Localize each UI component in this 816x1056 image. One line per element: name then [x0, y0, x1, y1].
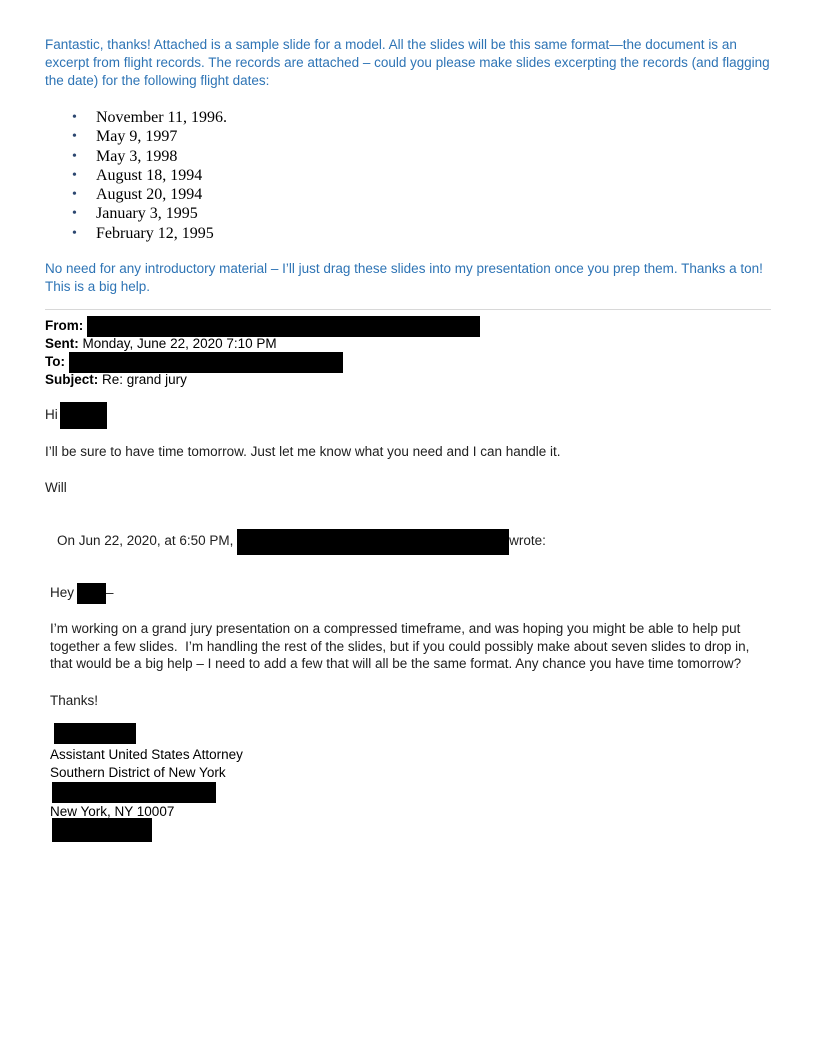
bullet-icon: • — [72, 206, 77, 222]
flight-date-item — [45, 166, 771, 185]
quote-attribution-prefix: On Jun 22, 2020, at 6:50 PM, — [57, 533, 234, 549]
bullet-icon: • — [72, 110, 77, 125]
redaction-bar-signature-name — [54, 723, 136, 744]
reply-greeting — [45, 406, 771, 424]
bullet-icon: • — [72, 225, 77, 241]
original-greeting-dash: – — [106, 585, 114, 601]
header-to-row — [45, 353, 771, 371]
flight-date-item — [45, 204, 771, 223]
flight-date-item — [45, 224, 771, 243]
redaction-bar-from — [87, 316, 480, 337]
redaction-bar-phone — [52, 818, 152, 842]
flight-date-text: November 11, 1996. — [96, 109, 227, 126]
flight-date-text: August 20, 1994 — [96, 186, 203, 204]
flight-date-text: January 3, 1995 — [96, 205, 198, 223]
redaction-bar-street-address — [52, 782, 216, 803]
header-from-row — [45, 317, 771, 335]
redaction-box-original-name — [77, 583, 106, 604]
reply-greeting-text: Hi — [45, 407, 58, 423]
intro-paragraph: Fantastic, thanks! Attached is a sample slide for a model. All the slides will be this same format—the document is an excerpt from flight records. The records are attached – could you please make slides excerpting the records (and flagging the date) for the following flight dates: — [45, 37, 774, 88]
bullet-icon: • — [72, 148, 77, 164]
flight-date-item — [45, 185, 771, 204]
redaction-box-greeting-name — [60, 402, 107, 429]
reply-signoff: Will — [45, 480, 67, 496]
sent-value: Monday, June 22, 2020 7:10 PM — [82, 336, 277, 352]
flight-date-item — [45, 127, 771, 146]
bullet-icon: • — [72, 129, 77, 145]
subject-label: Subject: — [45, 372, 99, 388]
sent-label: Sent: — [45, 336, 79, 352]
quote-attribution — [50, 532, 771, 550]
email-header-block — [45, 317, 771, 389]
quoted-message — [45, 532, 771, 842]
reply-body: I’ll be sure to have time tomorrow. Just let me know what you need and I can handle it. — [45, 444, 561, 460]
bullet-icon: • — [72, 167, 77, 183]
closing-paragraph: No need for any introductory material – I’ll just drag these slides into my presentation once you prep them. Thanks a ton! This is a big help. — [45, 261, 767, 295]
redaction-bar-sender — [237, 529, 509, 555]
flight-date-text: February 12, 1995 — [96, 224, 214, 242]
header-subject-row — [45, 371, 771, 389]
quote-attribution-suffix: wrote: — [509, 533, 546, 549]
signature-title: Assistant United States Attorney — [50, 747, 243, 763]
redaction-bar-to — [69, 352, 343, 373]
flight-date-text: May 9, 1997 — [96, 128, 178, 146]
original-greeting-text: Hey — [50, 585, 75, 601]
subject-value: Re: grand jury — [102, 372, 187, 388]
flight-date-text: August 18, 1994 — [96, 166, 203, 184]
flight-dates-list — [45, 108, 771, 243]
header-sent-row — [45, 335, 771, 353]
message-divider — [45, 309, 771, 310]
bullet-icon: • — [72, 187, 77, 203]
to-label: To: — [45, 354, 65, 370]
original-body: I’m working on a grand jury presentation on a compressed timeframe, and was hoping you might be able to help put together a few slides. I’m handling the rest of the slides, but if you could possibly make about seven slides to drop in, that would be a big help – I need to add a few that will all be the same format. Any chance you have time tomorrow? — [50, 621, 754, 672]
signature-block — [50, 723, 771, 842]
original-thanks: Thanks! — [50, 693, 99, 709]
flight-date-item — [45, 147, 771, 166]
flight-date-text: May 3, 1998 — [96, 147, 178, 165]
original-greeting — [50, 584, 771, 602]
signature-city: New York, NY 10007 — [50, 804, 175, 820]
from-label: From: — [45, 318, 84, 334]
flight-date-item — [45, 108, 771, 127]
signature-district: Southern District of New York — [50, 765, 226, 781]
